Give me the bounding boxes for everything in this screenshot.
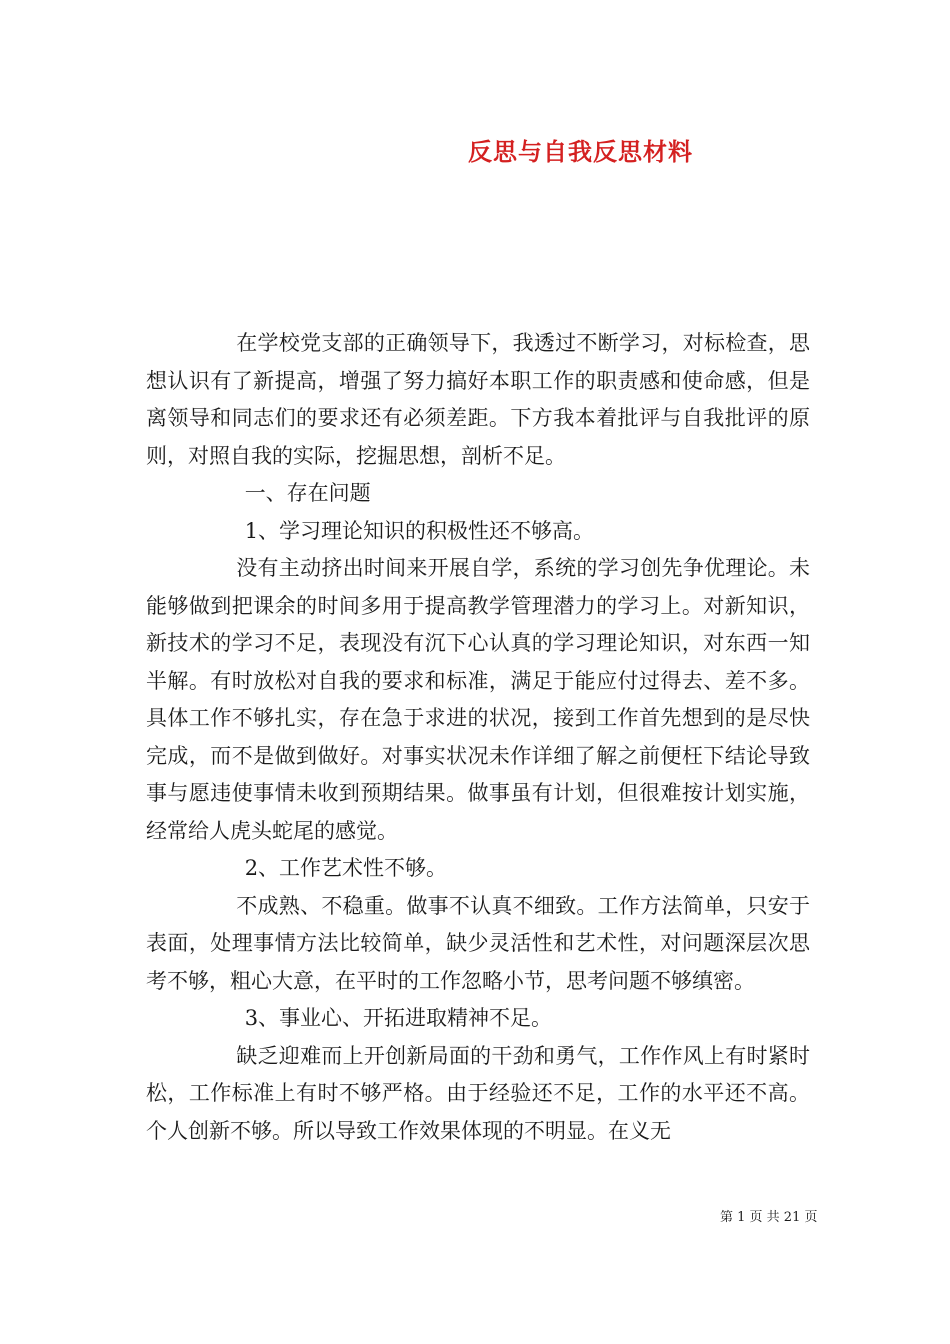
paragraph-3: 缺乏迎难而上开创新局面的干劲和勇气，工作作风上有时紧时松，工作标准上有时不够严格。由于经验还不足，工作的水平还不高。个人创新不够。所以导致工作效果体现的不明显。在义无 [146, 1043, 810, 1143]
section-heading-problems: 一、存在问题 [244, 481, 371, 505]
page-number: 第 1 页 共 21 页 [720, 1210, 818, 1225]
paragraph-2: 不成熟、不稳重。做事不认真不细致。工作方法简单，只安于表面，处理事情方法比较简单，缺少灵活性和艺术性，对问题深层次思考不够，粗心大意，在平时的工作忽略小节，思考问题不够缜密。 [146, 893, 810, 993]
paragraph-intro: 在学校党支部的正确领导下，我透过不断学习，对标检查，思想认识有了新提高，增强了努力搞好本职工作的职责感和使命感，但是离领导和同志们的要求还有必须差距。下方我本着批评与自我批评的原则，对照自我的实际，挖掘思想，剖析不足。 [146, 331, 810, 468]
document-body [146, 325, 810, 1150]
document-title: 反思与自我反思材料 [468, 137, 693, 166]
subheading-1: 1、学习理论知识的积极性还不够高。 [244, 518, 595, 543]
paragraph-1: 没有主动挤出时间来开展自学，系统的学习创先争优理论。未能够做到把课余的时间多用于提高教学管理潜力的学习上。对新知识，新技术的学习不足，表现没有沉下心认真的学习理论知识，对东西一知半解。有时放松对自我的要求和标准，满足于能应付过得去、差不多。具体工作不够扎实，存在急于求进的状况，接到工作首先想到的是尽快完成，而不是做到做好。对事实状况未作详细了解之前便枉下结论导致事与愿违使事情未收到预期结果。做事虽有计划，但很难按计划实施，经常给人虎头蛇尾的感觉。 [146, 556, 810, 843]
subheading-3: 3、事业心、开拓进取精神不足。 [244, 1006, 553, 1030]
subheading-2: 2、工作艺术性不够。 [244, 856, 448, 880]
